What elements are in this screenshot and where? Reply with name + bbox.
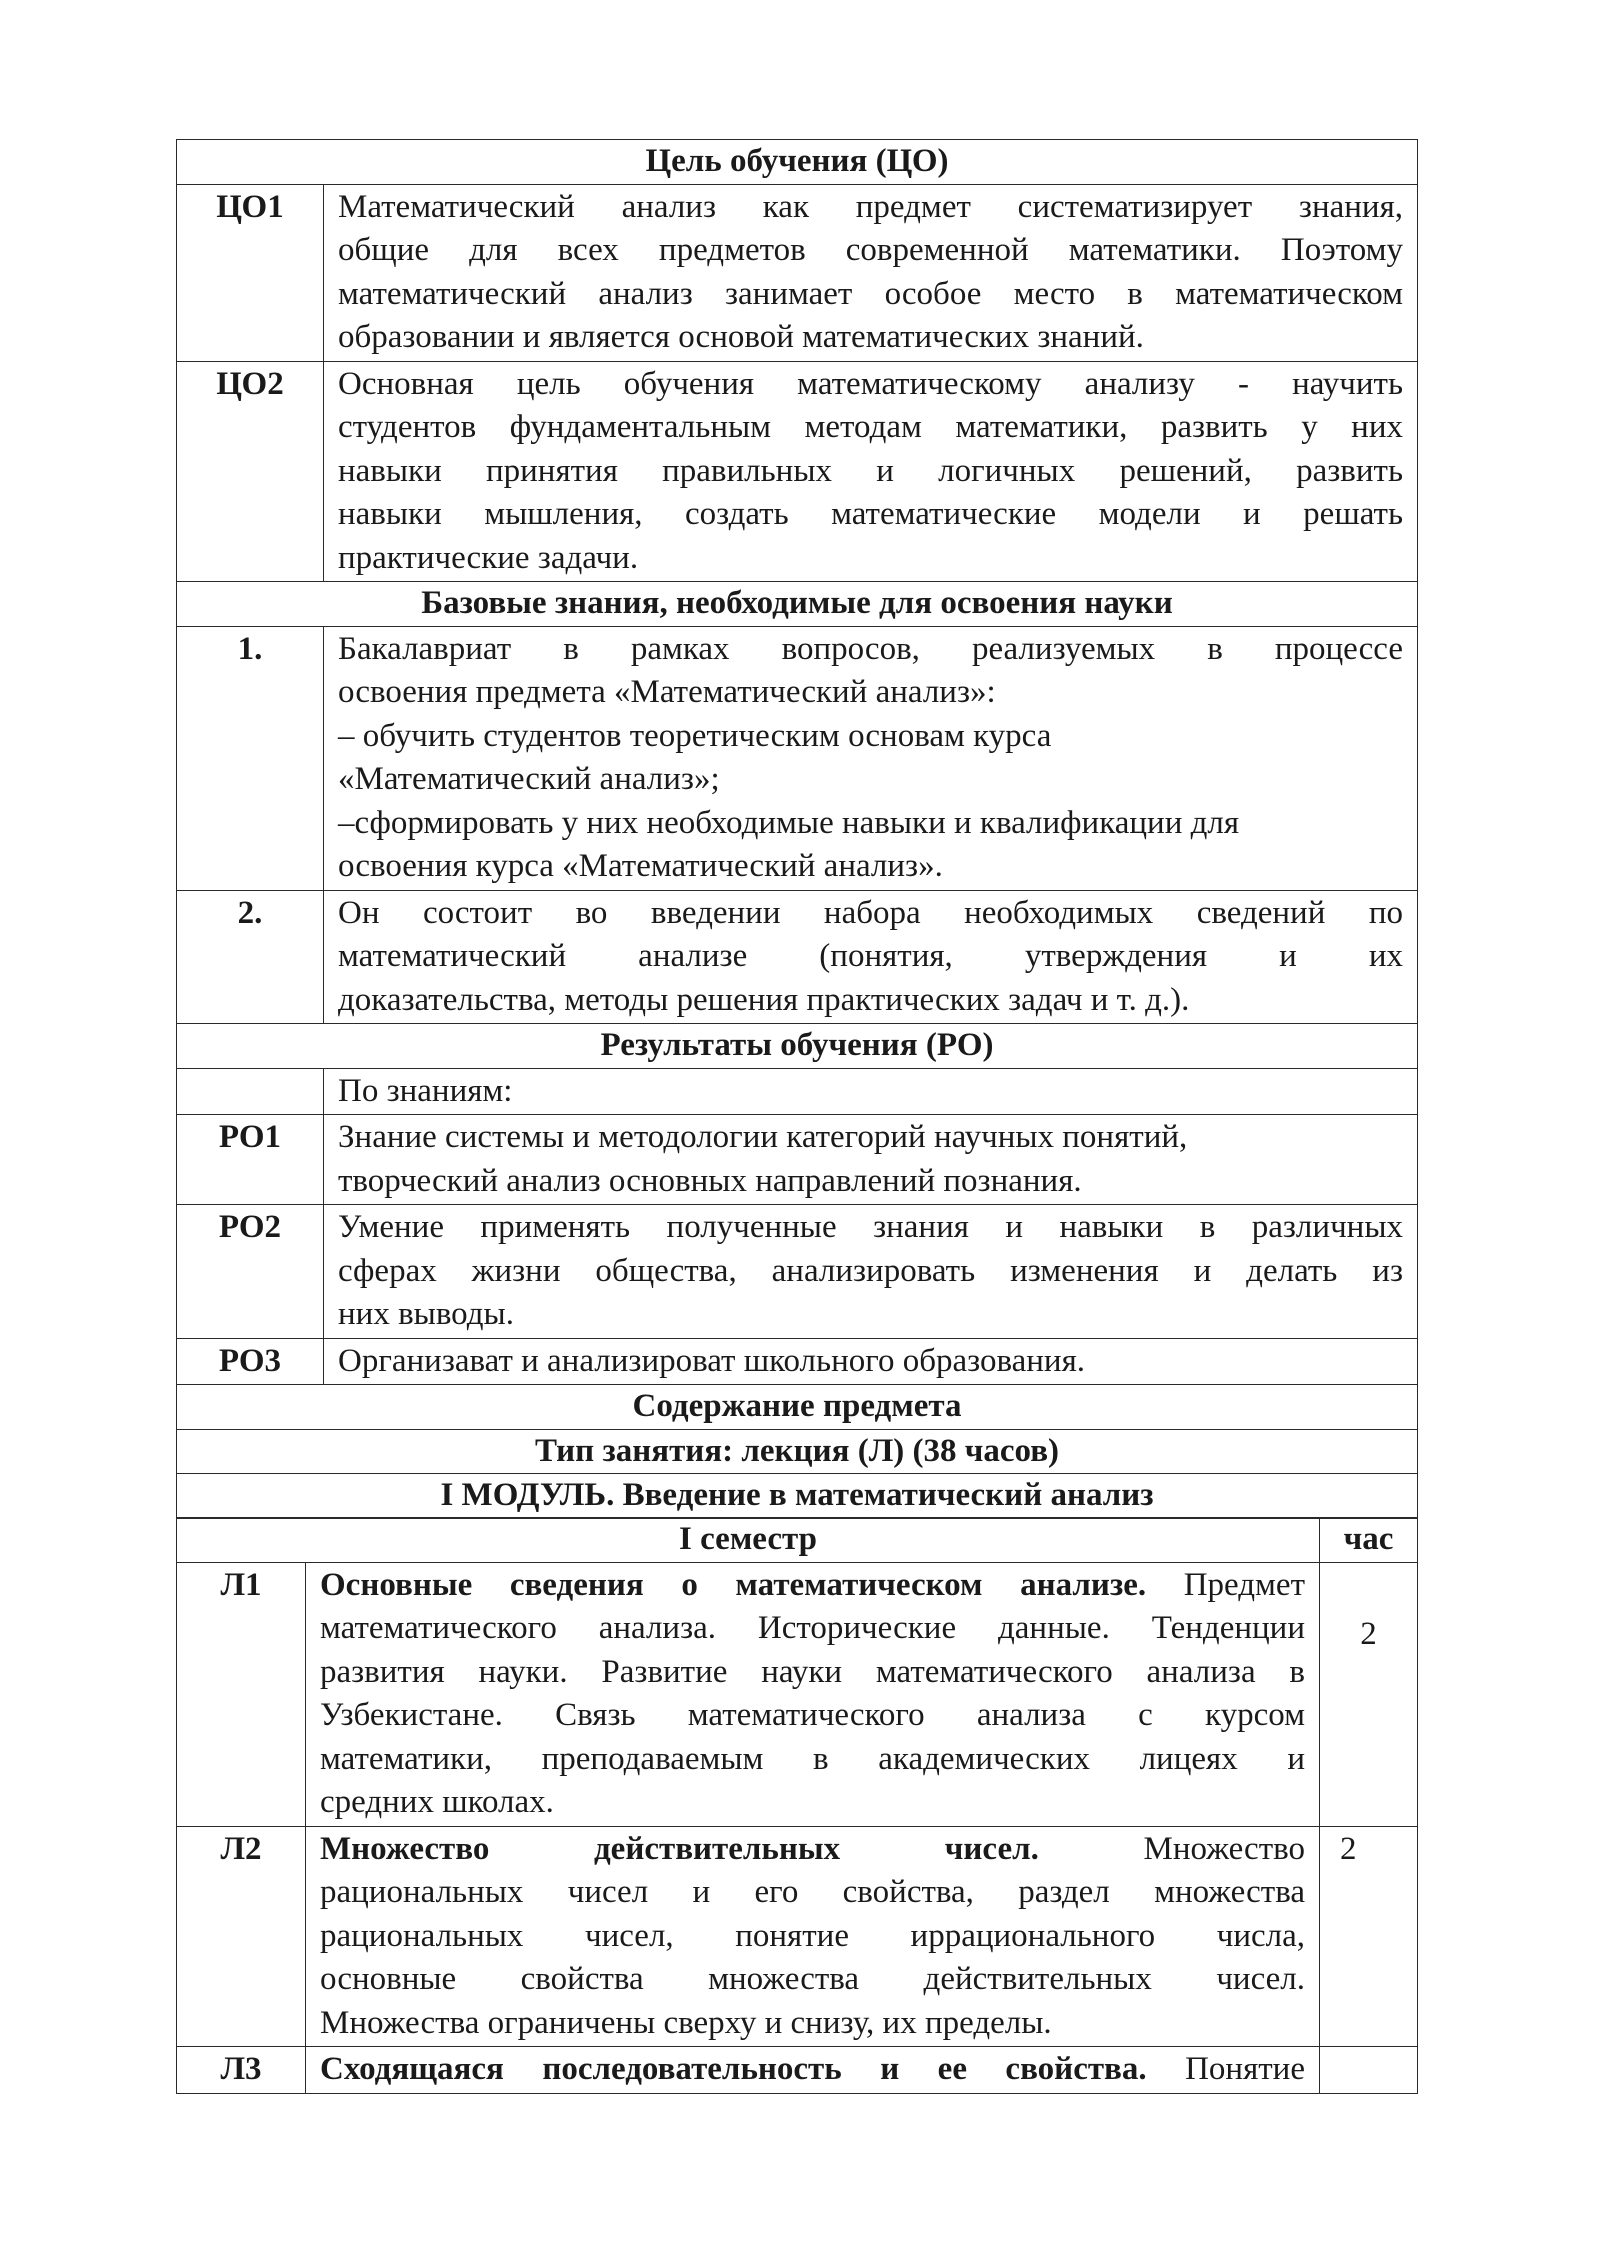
lecture-text-start: Множество bbox=[1143, 1830, 1305, 1867]
result-text bbox=[324, 1338, 1418, 1385]
goal-text bbox=[324, 184, 1418, 361]
lecture-text bbox=[306, 2047, 1320, 2094]
lecture-hours bbox=[1320, 2047, 1418, 2094]
text-line: освоения предмета «Математический анализ»: bbox=[338, 674, 996, 710]
text-line: студентов фундаментальным методам математики, развить у них bbox=[338, 409, 1403, 445]
text-line bbox=[320, 1564, 1305, 1608]
lecture-code: Л3 bbox=[177, 2047, 306, 2094]
text-line: навыки принятия правильных и логичных решений, развить bbox=[338, 452, 1403, 489]
lecture-text-start: Понятие bbox=[1185, 2051, 1305, 2087]
module-header: I МОДУЛЬ. Введение в математический анализ bbox=[177, 1474, 1418, 1519]
lecture-code: Л1 bbox=[177, 1562, 306, 1826]
text-line: них выводы. bbox=[338, 1296, 514, 1332]
syllabus-page bbox=[176, 139, 1418, 2094]
lecture-title: Множество действительных чисел. bbox=[320, 1830, 1039, 1867]
text-line: общие для всех предметов современной математики. Поэтому bbox=[338, 232, 1403, 268]
text-line: математический анализе (понятия, утверждения и их bbox=[338, 938, 1403, 974]
text-line: сферах жизни общества, анализировать изменения и делать из bbox=[338, 1252, 1403, 1289]
text-line: Математический анализ как предмет систематизирует знания, bbox=[338, 188, 1403, 225]
goal-code: ЦО1 bbox=[177, 184, 324, 361]
lectures-table bbox=[176, 1517, 1418, 2094]
empty-cell bbox=[177, 1068, 324, 1115]
base-row bbox=[177, 626, 1418, 890]
goal-row bbox=[177, 184, 1418, 361]
base-row bbox=[177, 890, 1418, 1024]
goals-header: Цель обучения (ЦО) bbox=[177, 140, 1418, 185]
content-header: Содержание предмета bbox=[177, 1385, 1418, 1430]
text-line: –сформировать у них необходимые навыки и квалификации для bbox=[338, 804, 1240, 841]
result-text bbox=[324, 1115, 1418, 1205]
text-line: рациональных чисел, понятие иррационального числа, bbox=[320, 1917, 1305, 1954]
semester-label: I семестр bbox=[177, 1518, 1320, 1563]
text-line: средних школах. bbox=[320, 1784, 554, 1820]
text-line: Знание системы и методологии категорий научных понятий, bbox=[338, 1119, 1188, 1155]
base-text bbox=[324, 890, 1418, 1024]
lecture-text-start: Предмет bbox=[1183, 1566, 1305, 1603]
lecture-hours: 2 bbox=[1320, 1826, 1418, 2047]
text-line: Организават и анализироват школьного образования. bbox=[338, 1342, 1086, 1379]
lecture-text bbox=[306, 1562, 1320, 1826]
text-line: математический анализ занимает особое место в математическом bbox=[338, 275, 1403, 312]
text-line: творческий анализ основных направлений познания. bbox=[338, 1162, 1082, 1199]
semester-row bbox=[177, 1518, 1418, 1563]
base-knowledge-header: Базовые знания, необходимые для освоения науки bbox=[177, 582, 1418, 627]
text-line: Он состоит во введении набора необходимых сведений по bbox=[338, 894, 1403, 931]
result-row bbox=[177, 1115, 1418, 1205]
results-intro-row bbox=[177, 1068, 1418, 1115]
text-line: развития науки. Развитие науки математического анализа в bbox=[320, 1653, 1305, 1690]
text-line: освоения курса «Математический анализ». bbox=[338, 848, 943, 884]
result-row bbox=[177, 1205, 1418, 1339]
result-row bbox=[177, 1338, 1418, 1385]
text-line: Умение применять полученные знания и навыки в различных bbox=[338, 1209, 1403, 1245]
results-header: Результаты обучения (РО) bbox=[177, 1024, 1418, 1069]
base-code: 2. bbox=[177, 890, 324, 1024]
text-line: математики, преподаваемым в академических лицеях и bbox=[320, 1740, 1305, 1777]
goals-table bbox=[176, 139, 1418, 1519]
lecture-title: Основные сведения о математическом анализе. bbox=[320, 1566, 1147, 1603]
base-code: 1. bbox=[177, 626, 324, 890]
text-line: основные свойства множества действительных чисел. bbox=[320, 1961, 1305, 1997]
text-line: Основная цель обучения математическому анализу - научить bbox=[338, 365, 1403, 402]
lecture-row bbox=[177, 1562, 1418, 1826]
result-text bbox=[324, 1205, 1418, 1339]
lesson-type-header: Тип занятия: лекция (Л) (38 часов) bbox=[177, 1429, 1418, 1474]
lecture-row bbox=[177, 2047, 1418, 2094]
text-line: «Математический анализ»; bbox=[338, 761, 720, 797]
result-code: РО1 bbox=[177, 1115, 324, 1205]
base-text bbox=[324, 626, 1418, 890]
lecture-row bbox=[177, 1826, 1418, 2047]
results-intro: По знаниям: bbox=[324, 1068, 1418, 1115]
text-line bbox=[320, 2048, 1305, 2092]
lecture-code: Л2 bbox=[177, 1826, 306, 2047]
text-line: – обучить студентов теоретическим основам курса bbox=[338, 717, 1052, 754]
text-line: навыки мышления, создать математические модели и решать bbox=[338, 496, 1403, 532]
hours-label: час bbox=[1320, 1518, 1418, 1563]
text-line: Множества ограничены сверху и снизу, их пределы. bbox=[320, 2004, 1052, 2041]
lecture-text bbox=[306, 1826, 1320, 2047]
lecture-title: Сходящаяся последовательность и ее свойства. bbox=[320, 2051, 1147, 2087]
result-code: РО3 bbox=[177, 1338, 324, 1385]
text-line: доказательства, методы решения практических задач и т. д.). bbox=[338, 981, 1190, 1018]
text-line: практические задачи. bbox=[338, 539, 639, 576]
text-line: математического анализа. Исторические данные. Тенденции bbox=[320, 1610, 1305, 1646]
text-line: Узбекистане. Связь математического анализа с курсом bbox=[320, 1697, 1305, 1733]
result-code: РО2 bbox=[177, 1205, 324, 1339]
text-line: образовании и является основой математических знаний. bbox=[338, 319, 1144, 355]
lecture-hours: 2 bbox=[1320, 1562, 1418, 1826]
text-line: рациональных чисел и его свойства, раздел множества bbox=[320, 1874, 1305, 1910]
goal-code: ЦО2 bbox=[177, 361, 324, 582]
text-line: Бакалавриат в рамках вопросов, реализуемых в процессе bbox=[338, 630, 1403, 667]
goal-text bbox=[324, 361, 1418, 582]
text-line bbox=[320, 1828, 1305, 1872]
goal-row bbox=[177, 361, 1418, 582]
